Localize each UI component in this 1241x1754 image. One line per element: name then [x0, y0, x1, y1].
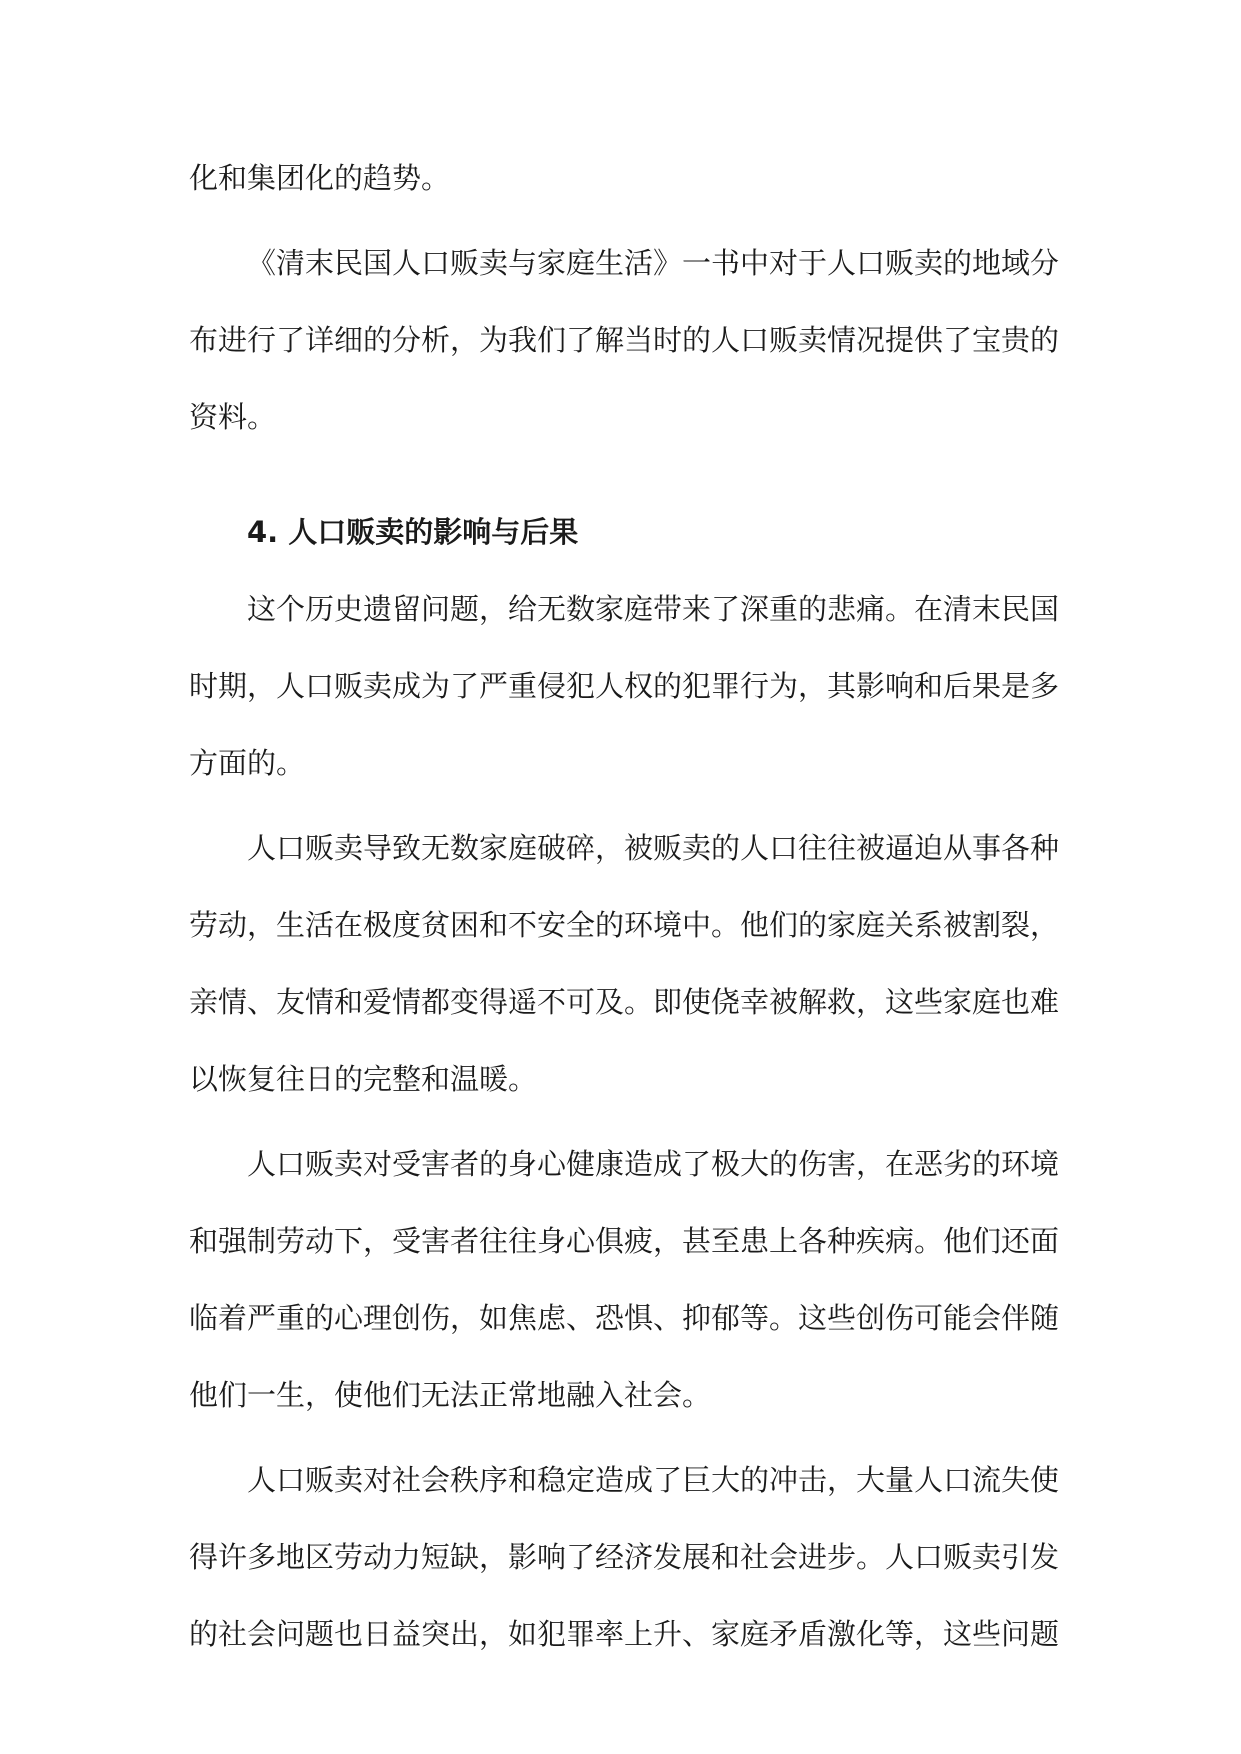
paragraph-continuation: 化和集团化的趋势。 [189, 161, 451, 195]
paragraph-intro: 这个历史遗留问题，给无数家庭带来了深重的悲痛。在清末民国时期，人口贩卖成为了严重侵犯人权的犯罪行为，其影响和后果是多方面的。 [189, 592, 1060, 780]
paragraph-book-reference: 《清末民国人口贩卖与家庭生活》一书中对于人口贩卖的地域分布进行了详细的分析，为我们了解当时的人口贩卖情况提供了宝贵的资料。 [189, 246, 1060, 434]
section-heading: 4. 人口贩卖的影响与后果 [247, 515, 579, 549]
document-body [189, 140, 1059, 1673]
paragraph-society: 人口贩卖对社会秩序和稳定造成了巨大的冲击，大量人口流失使得许多地区劳动力短缺，影响了经济发展和社会进步。人口贩卖引发的社会问题也日益突出，如犯罪率上升、家庭矛盾激化等，这些问题 [189, 1463, 1060, 1651]
paragraph-health: 人口贩卖对受害者的身心健康造成了极大的伤害，在恶劣的环境和强制劳动下，受害者往往身心俱疲，甚至患上各种疾病。他们还面临着严重的心理创伤，如焦虑、恐惧、抑郁等。这些创伤可能会伴随他们一生，使他们无法正常地融入社会。 [189, 1147, 1060, 1412]
paragraph-family: 人口贩卖导致无数家庭破碎，被贩卖的人口往往被逼迫从事各种劳动，生活在极度贫困和不安全的环境中。他们的家庭关系被割裂，亲情、友情和爱情都变得遥不可及。即使侥幸被解救，这些家庭也难以恢复往日的完整和温暖。 [189, 831, 1060, 1096]
